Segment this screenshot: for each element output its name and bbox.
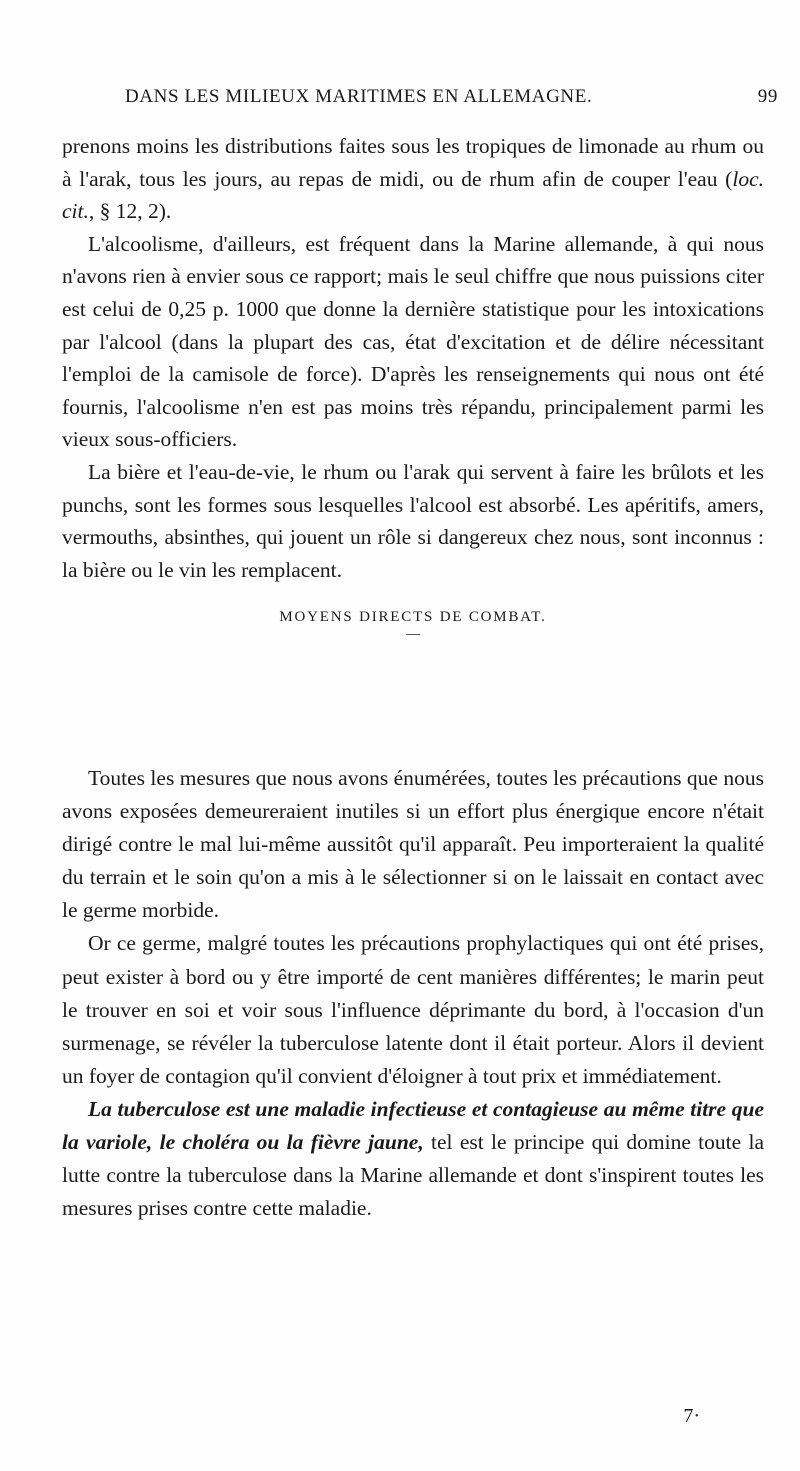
paragraph-4: Toutes les mesures que nous avons énumérées, toutes les précautions que nous avons exposées demeureraient inutiles si un effort plus énergique encore n'était dirigé contre le mal lui-même aussitôt qu'il apparaît. Peu importeraient la qualité du terrain et le soin qu'on a mis à le sélectionner si on le laissait en contact avec le germe morbide. bbox=[62, 766, 764, 923]
paragraph-3: La bière et l'eau-de-vie, le rhum ou l'arak qui servent à faire les brûlots et les punchs, sont les formes sous lesquelles l'alcool est absorbé. Les apéritifs, amers, vermouths, absinthes, qui jouent un rôle si dangereux chez nous, sont inconnus : la bière ou le vin les remplacent. bbox=[62, 459, 764, 582]
principle-italic: La tuberculose est une maladie infectieuse et contagieuse au même titre que la variole, le choléra ou la fièvre jaune, bbox=[62, 1096, 764, 1155]
paragraph-1-end: , § 12, 2). bbox=[88, 199, 172, 224]
section-heading-text: MOYENS DIRECTS DE COMBAT. bbox=[279, 609, 547, 626]
running-header bbox=[125, 86, 778, 108]
running-title: DANS LES MILIEUX MARITIMES EN ALLEMAGNE. bbox=[125, 86, 593, 107]
body-text-section bbox=[62, 762, 764, 1225]
paragraph-5: Or ce germe, malgré toutes les précautions prophylactiques qui ont été prises, peut exister à bord ou y être importé de cent manières différentes; le marin peut le trouver en soi et voir sous l'influence déprimante du bord, à l'occasion d'un surmenage, se révéler la tuberculose latente dont il était porteur. Alors il devient un foyer de contagion qu'il convient d'éloigner à tout prix et immédiatement. bbox=[62, 931, 764, 1088]
citation-ref: loc. cit. bbox=[62, 166, 764, 224]
signature-mark: 7· bbox=[683, 1405, 700, 1427]
section-heading bbox=[62, 606, 764, 635]
body-text-top bbox=[62, 130, 764, 635]
paragraph-1-text: prenons moins les distributions faites sous les tropiques de limonade au rhum ou à l'arak, tous les jours, au repas de midi, ou de rhum afin de couper l'eau ( bbox=[62, 134, 764, 191]
page-number: 99 bbox=[757, 86, 778, 107]
paragraph-1 bbox=[62, 130, 764, 228]
heading-rule bbox=[406, 634, 420, 635]
paragraph-2: L'alcoolisme, d'ailleurs, est fréquent dans la Marine allemande, à qui nous n'avons rien à envier sous ce rapport; mais le seul chiffre que nous puissions citer est celui de 0,25 p. 1000 que donne la dernière statistique pour les intoxications par l'alcool (dans la plupart des cas, état d'excitation et de délire nécessitant l'emploi de la camisole de force). D'après les renseignements qui nous ont été fournis, l'alcoolisme n'en est pas moins très répandu, principalement parmi les vieux sous-officiers. bbox=[62, 231, 764, 452]
paragraph-6 bbox=[62, 1093, 764, 1225]
paragraph-6-rest: tel est le principe qui domine toute la lutte contre la tuberculose dans la Marine allemande et dont s'inspirent toutes les mesures prises contre cette maladie. bbox=[62, 1130, 764, 1221]
